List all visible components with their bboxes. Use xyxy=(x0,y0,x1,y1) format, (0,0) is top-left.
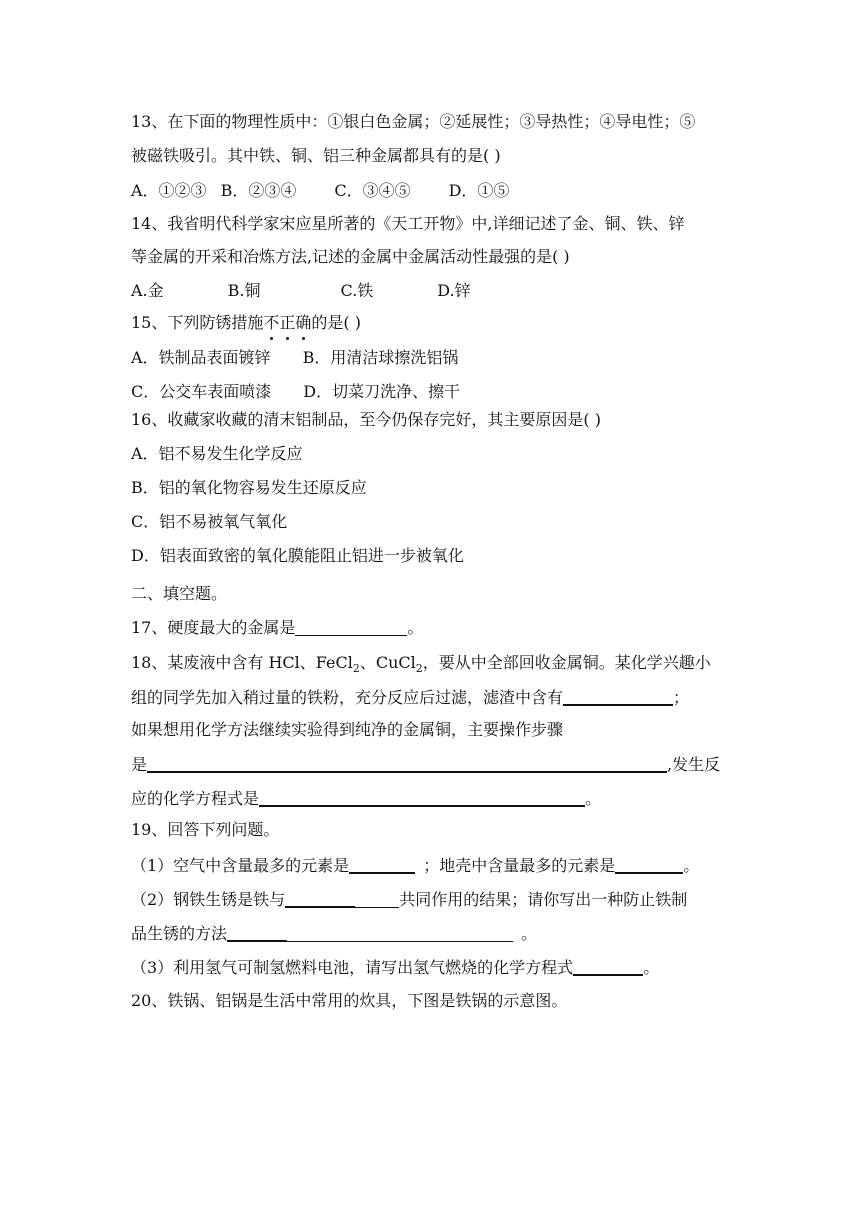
q13-option-a: A．①②③ xyxy=(131,181,207,200)
q19-part2: （2）钢铁生锈是铁与 共同作用的结果；请你写出一种防止铁制 xyxy=(131,890,688,909)
q13-option-d: D．①⑤ xyxy=(448,181,510,200)
emphasis-char: 确 xyxy=(295,313,312,332)
q17-line: 17、硬度最大的金属是 。 xyxy=(131,618,424,637)
q19-stem: 19、回答下列问题。 xyxy=(131,820,280,839)
answer-blank[interactable] xyxy=(285,888,355,908)
answer-blank[interactable] xyxy=(287,923,513,942)
q15-options-row1 xyxy=(131,347,458,369)
q18-line1: 18、某废液中含有 HCl、FeCl$_2$、CuCl$_2$，要从中全部回收金属铜。某化学兴趣小 xyxy=(131,653,711,676)
q18-line3: 如果想用化学方法继续实验得到纯净的金属铜，主要操作步骤 xyxy=(131,720,564,739)
q15-options-row2 xyxy=(131,381,460,403)
emphasis-char: 正 xyxy=(279,313,296,332)
q19-part3: （3）利用氢气可制氢燃料电池，请写出氢气燃烧的化学方程式 。 xyxy=(131,958,660,977)
q16-stem: 16、收藏家收藏的清末铝制品，至今仍保存完好，其主要原因是( ) xyxy=(131,410,601,429)
q15-option-a: A．铁制品表面镀锌 xyxy=(131,348,271,367)
q18-line5: 应的化学方程式是 。 xyxy=(131,789,602,808)
q14-options xyxy=(131,280,471,302)
q16-option-b: B．铝的氧化物容易发生还原反应 xyxy=(131,478,367,497)
answer-blank[interactable] xyxy=(227,922,287,942)
answer-blank[interactable] xyxy=(563,686,673,706)
q14-option-d: D.锌 xyxy=(437,281,471,300)
q14-option-b: B.铜 xyxy=(227,281,261,300)
q15-stem: 15、下列防锈措施不正确的是( ) xyxy=(131,313,361,332)
q15-option-c: C．公交车表面喷漆 xyxy=(131,382,272,401)
section-heading: 二、填空题。 xyxy=(131,584,228,603)
q13-line2: 被磁铁吸引。其中铁、铜、铝三种金属都具有的是( ) xyxy=(131,146,501,165)
answer-blank[interactable] xyxy=(295,617,407,636)
q15-option-d: D．切菜刀洗净、擦干 xyxy=(303,382,461,401)
q14-option-a: A.金 xyxy=(131,281,164,300)
q13-option-c: C．③④⑤ xyxy=(334,181,411,200)
q13-option-b: B．②③④ xyxy=(220,181,297,200)
answer-blank[interactable] xyxy=(147,753,667,773)
emphasis-char: 不 xyxy=(263,313,280,332)
q14-line2: 等金属的开采和冶炼方法,记述的金属中金属活动性最强的是( ) xyxy=(131,247,570,266)
q15-option-b: B．用清洁球擦洗铝锅 xyxy=(302,348,459,367)
q14-line1: 14、我省明代科学家宋应星所著的《天工开物》中,详细记述了金、铜、铁、锌 xyxy=(131,214,685,233)
q13-line1: 13、在下面的物理性质中：①银白色金属；②延展性；③导热性；④导电性；⑤ xyxy=(131,112,696,131)
q16-option-c: C．铝不易被氧气氧化 xyxy=(131,512,288,531)
q13-options xyxy=(131,180,509,202)
q19-part2-cont: 品生锈的方法 。 xyxy=(131,924,538,943)
answer-blank[interactable] xyxy=(349,854,415,874)
q14-option-c: C.铁 xyxy=(340,281,374,300)
q16-option-d: D．铝表面致密的氧化膜能阻止铝进一步被氧化 xyxy=(131,546,464,565)
q19-part1: （1）空气中含量最多的元素是 ；地壳中含量最多的元素是 。 xyxy=(131,856,700,875)
answer-blank[interactable] xyxy=(573,956,643,976)
q18-line2: 组的同学先加入稍过量的铁粉，充分反应后过滤，滤渣中含有 ； xyxy=(131,688,690,707)
q18-line4: 是 ,发生反 xyxy=(131,755,721,774)
answer-blank[interactable] xyxy=(259,787,585,807)
q16-option-a: A．铝不易发生化学反应 xyxy=(131,444,303,463)
answer-blank[interactable] xyxy=(355,889,399,908)
q20-stem: 20、铁锅、铝锅是生活中常用的炊具，下图是铁锅的示意图。 xyxy=(131,991,568,1010)
answer-blank[interactable] xyxy=(615,854,683,874)
